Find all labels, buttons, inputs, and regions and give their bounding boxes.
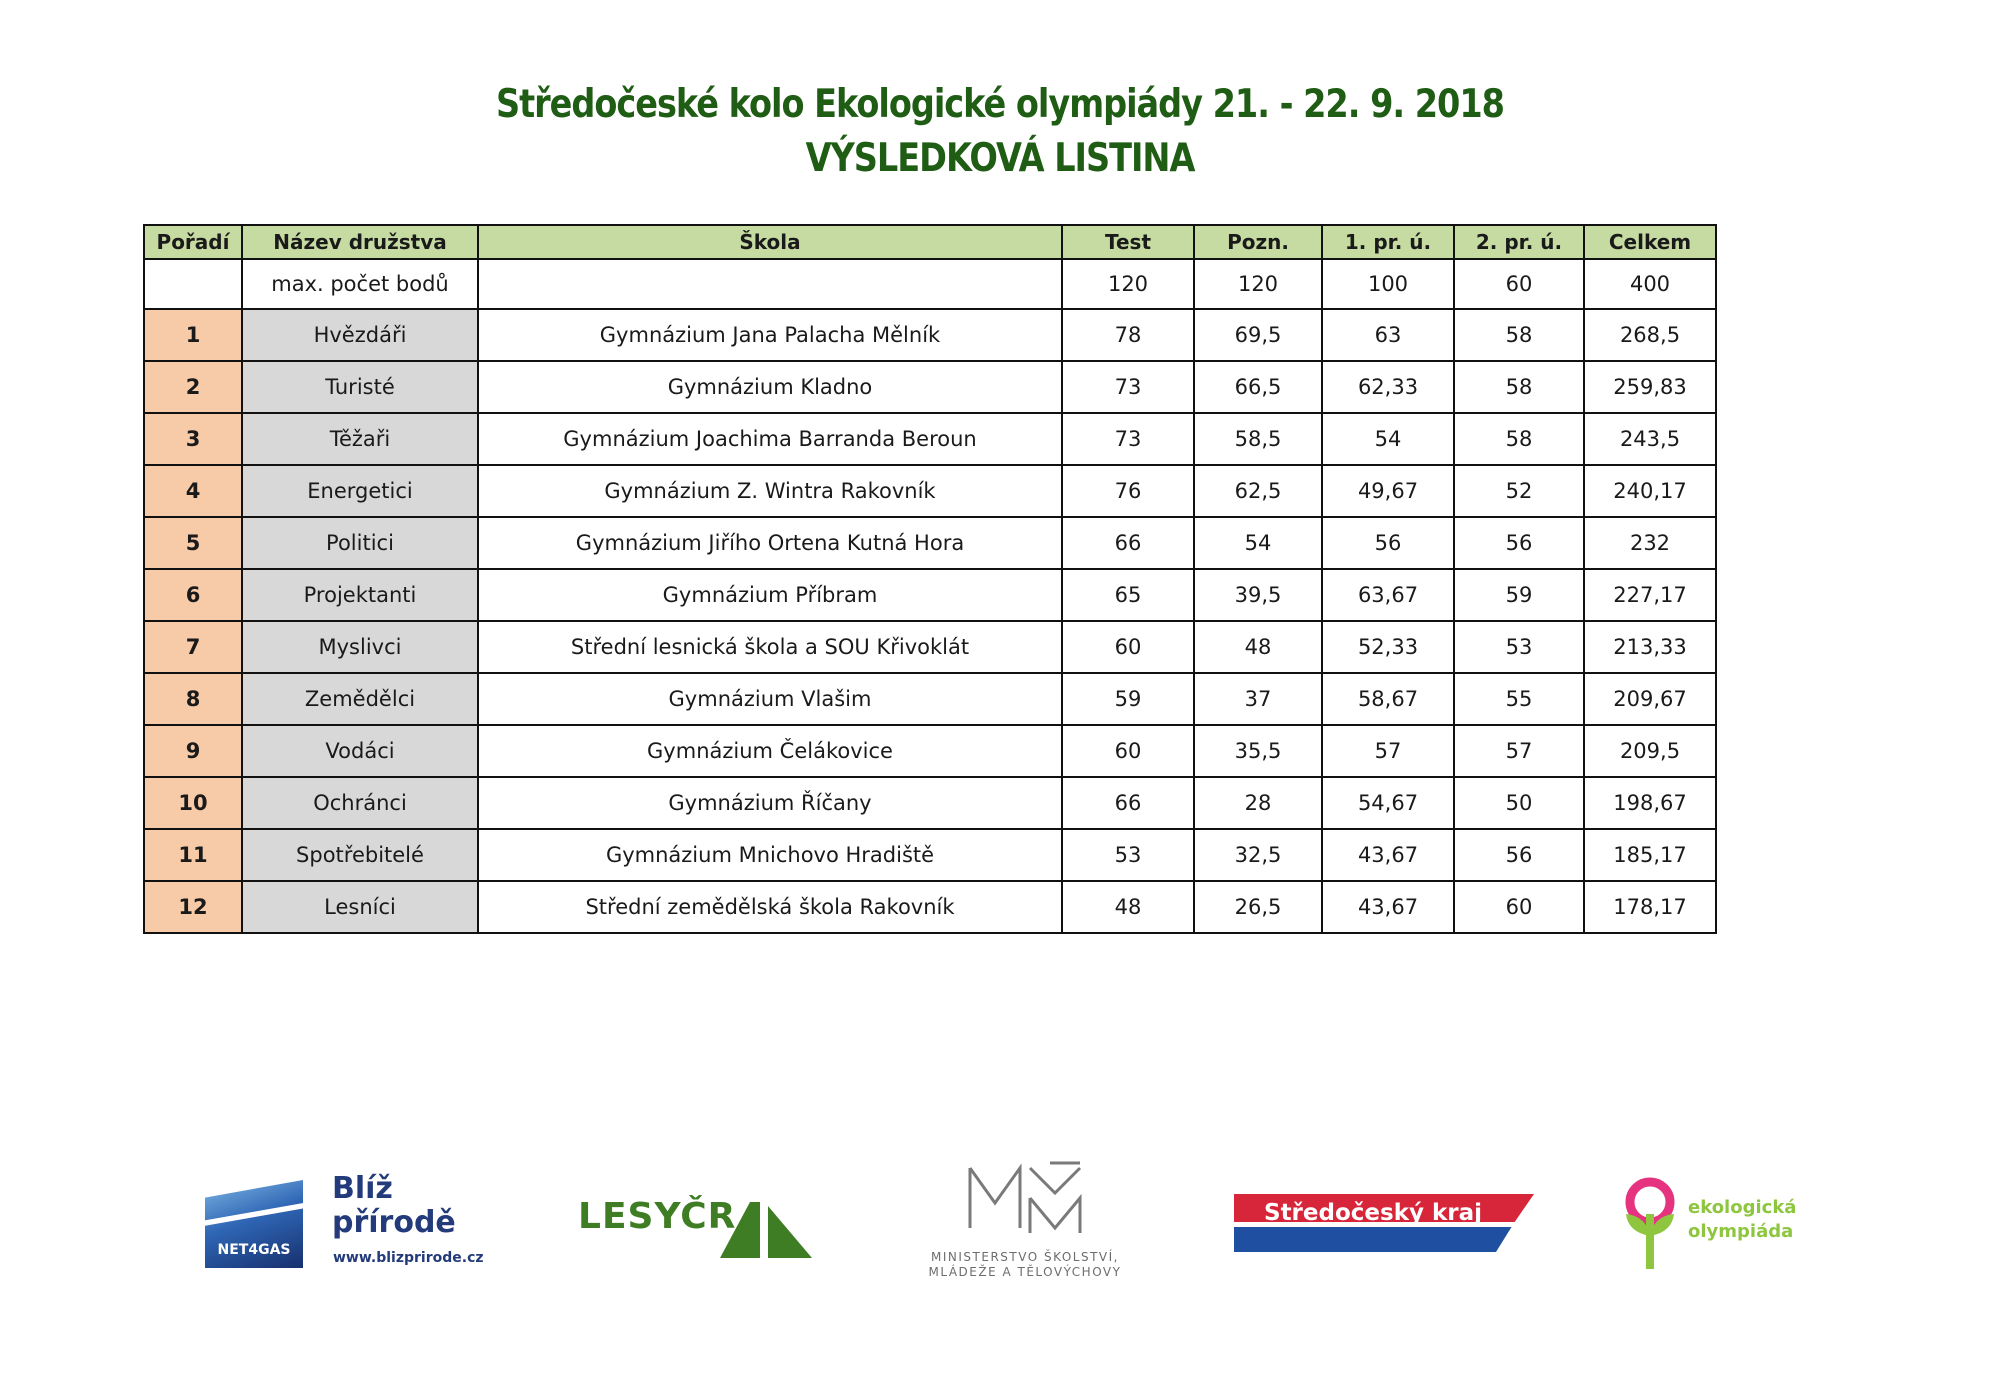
cell-pr1: 62,33 (1322, 361, 1454, 413)
ekologicka-olympiada-icon (1620, 1174, 1680, 1274)
cell-test: 73 (1062, 361, 1194, 413)
cell-school: Gymnázium Mnichovo Hradiště (478, 829, 1062, 881)
cell-test: 53 (1062, 829, 1194, 881)
table-row (144, 413, 1716, 465)
cell-total: 178,17 (1584, 881, 1716, 933)
cell-pozn: 58,5 (1194, 413, 1322, 465)
document-subtitle: VÝSLEDKOVÁ LISTINA (805, 136, 1195, 181)
cell-total: 209,67 (1584, 673, 1716, 725)
cell-pr1: 56 (1322, 517, 1454, 569)
cell-rank: 3 (144, 413, 242, 465)
table-row (144, 465, 1716, 517)
max-points-pr2: 60 (1454, 259, 1584, 309)
max-points-pr1: 100 (1322, 259, 1454, 309)
lesy-cr-label: LESYČR (578, 1196, 737, 1237)
cell-school: Gymnázium Kladno (478, 361, 1062, 413)
cell-total: 209,5 (1584, 725, 1716, 777)
cell-pr1: 54 (1322, 413, 1454, 465)
cell-pr1: 63 (1322, 309, 1454, 361)
cell-school: Střední lesnická škola a SOU Křivoklát (478, 621, 1062, 673)
cell-pozn: 32,5 (1194, 829, 1322, 881)
cell-team: Energetici (242, 465, 478, 517)
cell-total: 240,17 (1584, 465, 1716, 517)
cell-pr2: 55 (1454, 673, 1584, 725)
lesy-cr-tree-icon (720, 1202, 812, 1258)
max-points-school-empty (478, 259, 1062, 309)
cell-rank: 2 (144, 361, 242, 413)
cell-test: 60 (1062, 621, 1194, 673)
max-points-total: 400 (1584, 259, 1716, 309)
cell-pr2: 60 (1454, 881, 1584, 933)
net4gas-label: NET4GAS (217, 1242, 291, 1258)
cell-pr1: 43,67 (1322, 829, 1454, 881)
cell-pr2: 59 (1454, 569, 1584, 621)
cell-rank: 1 (144, 309, 242, 361)
cell-team: Ochránci (242, 777, 478, 829)
cell-pr2: 50 (1454, 777, 1584, 829)
cell-team: Projektanti (242, 569, 478, 621)
cell-pozn: 39,5 (1194, 569, 1322, 621)
table-row (144, 309, 1716, 361)
max-points-row (144, 259, 1716, 309)
ekologicka-olympiada-label (1688, 1196, 1796, 1244)
cell-team: Hvězdáři (242, 309, 478, 361)
cell-school: Střední zemědělská škola Rakovník (478, 881, 1062, 933)
cell-total: 198,67 (1584, 777, 1716, 829)
cell-pr1: 58,67 (1322, 673, 1454, 725)
cell-pozn: 66,5 (1194, 361, 1322, 413)
header-test: Test (1062, 225, 1194, 259)
bliz-prirode-line1: Blíž (332, 1171, 393, 1206)
cell-pr2: 53 (1454, 621, 1584, 673)
cell-pozn: 48 (1194, 621, 1322, 673)
header-school: Škola (478, 225, 1062, 259)
cell-total: 268,5 (1584, 309, 1716, 361)
cell-school: Gymnázium Říčany (478, 777, 1062, 829)
bliz-prirode-url: www.blizprirode.cz (333, 1250, 484, 1266)
msmt-line2: MLÁDEŽE A TĚLOVÝCHOVY (928, 1265, 1122, 1279)
net4gas-stripe-icon (205, 1202, 303, 1230)
cell-test: 66 (1062, 517, 1194, 569)
cell-total: 185,17 (1584, 829, 1716, 881)
bliz-prirode-title (332, 1172, 456, 1240)
cell-pr1: 57 (1322, 725, 1454, 777)
header-pr2: 2. pr. ú. (1454, 225, 1584, 259)
cell-school: Gymnázium Z. Wintra Rakovník (478, 465, 1062, 517)
cell-pozn: 62,5 (1194, 465, 1322, 517)
max-points-test: 120 (1062, 259, 1194, 309)
table-header-row (144, 225, 1716, 259)
cell-test: 59 (1062, 673, 1194, 725)
max-points-empty-cell (144, 259, 242, 309)
cell-total: 259,83 (1584, 361, 1716, 413)
table-row (144, 777, 1716, 829)
cell-pr1: 63,67 (1322, 569, 1454, 621)
msmt-line1: MINISTERSTVO ŠKOLSTVÍ, (931, 1250, 1119, 1264)
cell-total: 213,33 (1584, 621, 1716, 673)
cell-pr2: 56 (1454, 517, 1584, 569)
cell-pr2: 52 (1454, 465, 1584, 517)
cell-pr2: 57 (1454, 725, 1584, 777)
cell-pozn: 28 (1194, 777, 1322, 829)
msmt-label (900, 1250, 1150, 1280)
cell-test: 60 (1062, 725, 1194, 777)
results-table (143, 224, 1717, 934)
cell-school: Gymnázium Jana Palacha Mělník (478, 309, 1062, 361)
table-row (144, 725, 1716, 777)
cell-team: Těžaři (242, 413, 478, 465)
bliz-prirode-line2: přírodě (332, 1205, 456, 1240)
cell-team: Lesníci (242, 881, 478, 933)
cell-team: Spotřebitelé (242, 829, 478, 881)
cell-school: Gymnázium Příbram (478, 569, 1062, 621)
cell-team: Zemědělci (242, 673, 478, 725)
table-row (144, 361, 1716, 413)
header-rank: Pořadí (144, 225, 242, 259)
cell-test: 76 (1062, 465, 1194, 517)
eko-line1: ekologická (1688, 1197, 1797, 1218)
cell-team: Vodáci (242, 725, 478, 777)
cell-rank: 4 (144, 465, 242, 517)
eko-line2: olympiáda (1688, 1221, 1794, 1242)
cell-rank: 12 (144, 881, 242, 933)
header-pr1: 1. pr. ú. (1322, 225, 1454, 259)
table-row (144, 569, 1716, 621)
document-title: Středočeské kolo Ekologické olympiády 21. - 22. 9. 2018 (496, 82, 1504, 127)
cell-pr1: 43,67 (1322, 881, 1454, 933)
header-team: Název družstva (242, 225, 478, 259)
cell-pr2: 58 (1454, 413, 1584, 465)
table-row (144, 673, 1716, 725)
cell-rank: 7 (144, 621, 242, 673)
cell-test: 78 (1062, 309, 1194, 361)
msmt-monogram-icon (960, 1158, 1090, 1238)
cell-school: Gymnázium Joachima Barranda Beroun (478, 413, 1062, 465)
cell-pr2: 56 (1454, 829, 1584, 881)
table-row (144, 829, 1716, 881)
cell-school: Gymnázium Čelákovice (478, 725, 1062, 777)
document-title-block (0, 78, 2000, 186)
cell-rank: 11 (144, 829, 242, 881)
max-points-pozn: 120 (1194, 259, 1322, 309)
cell-pozn: 35,5 (1194, 725, 1322, 777)
header-pozn: Pozn. (1194, 225, 1322, 259)
cell-pr2: 58 (1454, 361, 1584, 413)
table-row (144, 621, 1716, 673)
cell-test: 65 (1062, 569, 1194, 621)
cell-total: 232 (1584, 517, 1716, 569)
cell-pozn: 37 (1194, 673, 1322, 725)
cell-pr1: 52,33 (1322, 621, 1454, 673)
stredocesky-kraj-label: Středočeský kraj (1264, 1200, 1483, 1226)
cell-rank: 5 (144, 517, 242, 569)
cell-team: Turisté (242, 361, 478, 413)
cell-test: 48 (1062, 881, 1194, 933)
cell-rank: 8 (144, 673, 242, 725)
cell-pr1: 54,67 (1322, 777, 1454, 829)
cell-test: 73 (1062, 413, 1194, 465)
cell-pozn: 69,5 (1194, 309, 1322, 361)
cell-rank: 6 (144, 569, 242, 621)
cell-pr1: 49,67 (1322, 465, 1454, 517)
sponsor-logos (0, 1150, 2000, 1300)
cell-total: 227,17 (1584, 569, 1716, 621)
table-row (144, 517, 1716, 569)
cell-school: Gymnázium Vlašim (478, 673, 1062, 725)
cell-team: Politici (242, 517, 478, 569)
max-points-label: max. počet bodů (242, 259, 478, 309)
cell-rank: 10 (144, 777, 242, 829)
cell-pozn: 26,5 (1194, 881, 1322, 933)
cell-pozn: 54 (1194, 517, 1322, 569)
table-row (144, 881, 1716, 933)
cell-test: 66 (1062, 777, 1194, 829)
cell-school: Gymnázium Jiřího Ortena Kutná Hora (478, 517, 1062, 569)
header-total: Celkem (1584, 225, 1716, 259)
cell-total: 243,5 (1584, 413, 1716, 465)
cell-rank: 9 (144, 725, 242, 777)
cell-team: Myslivci (242, 621, 478, 673)
cell-pr2: 58 (1454, 309, 1584, 361)
